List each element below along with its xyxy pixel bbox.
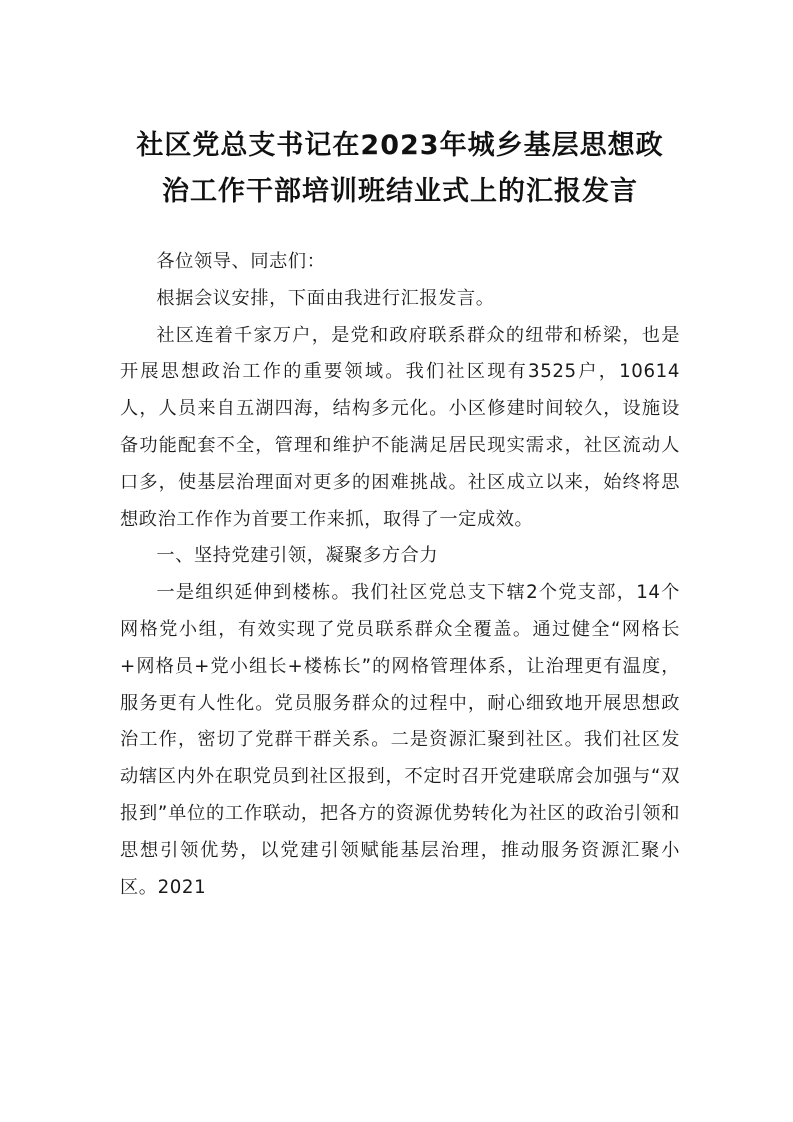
document-title-line-2: 治工作干部培训班结业式上的汇报发言 — [162, 176, 638, 207]
organization-paragraph: 一是组织延伸到楼栋。我们社区党总支下辖2个党支部，14个网格党小组，有效实现了党员联系群众全覆盖。通过健全“网格长+网格员+党小组长+楼栋长”的网格管理体系，让治理更有温度，服务更有人性化。党员服务群众的过程中，耐心细致地开展思想政治工作，密切了党群干群关系。二是资源汇聚到社区。我们社区发动辖区内外在职党员到社区报到，不定时召开党建联席会加强与“双报到”单位的工作联动，把各方的资源优势转化为社区的政治引领和思想引领优势，以党建引领赋能基层治理，推动服务资源汇聚小区。2021 — [120, 582, 680, 898]
section-heading-1: 一、坚持党建引领，凝聚多方合力 — [156, 545, 439, 567]
document-title-line-1: 社区党总支书记在2023年城乡基层思想政 — [136, 130, 664, 161]
community-overview-paragraph: 社区连着千家万户，是党和政府联系群众的纽带和桥梁，也是开展思想政治工作的重要领域。我们社区现有3525户，10614人，人员来自五湖四海，结构多元化。小区修建时间较久，设施设备功能配套不全，管理和维护不能满足居民现实需求，社区流动人口多，使基层治理面对更多的困难挑战。社区成立以来，始终将思想政治工作作为首要工作来抓，取得了一定成效。 — [120, 324, 680, 530]
salutation-paragraph: 各位领导、同志们： — [156, 251, 326, 272]
document-body — [120, 222, 680, 906]
opening-paragraph: 根据会议安排，下面由我进行汇报发言。 — [156, 287, 495, 309]
